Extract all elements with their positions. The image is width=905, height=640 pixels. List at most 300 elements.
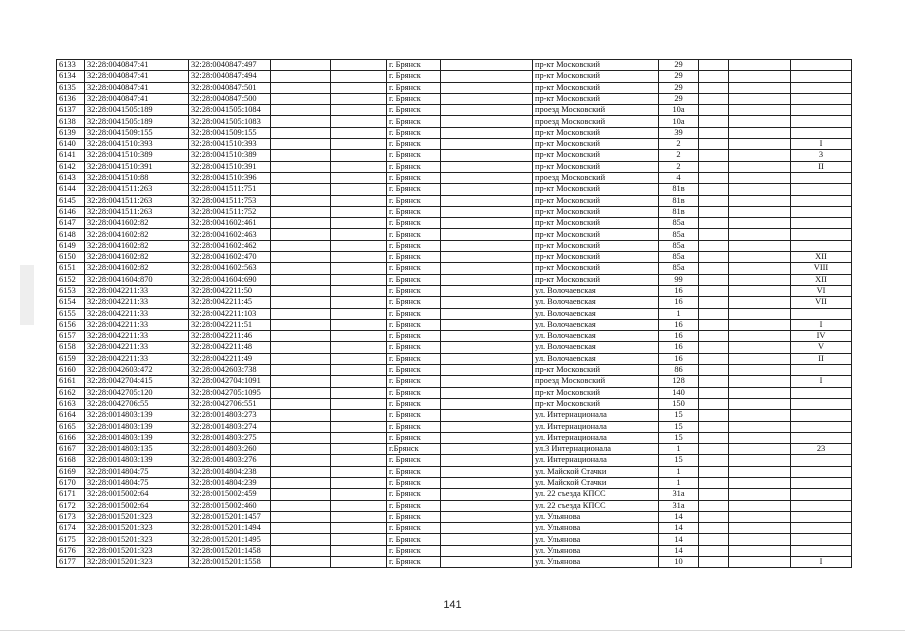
table-row bbox=[57, 432, 852, 443]
blank-cell bbox=[331, 172, 387, 183]
blank-cell bbox=[331, 511, 387, 522]
blank-cell bbox=[271, 274, 331, 285]
object-cadastral-number: 32:28:0014803:276 bbox=[189, 455, 271, 466]
premises-number: XII bbox=[791, 252, 852, 263]
premises-number: 23 bbox=[791, 444, 852, 455]
house-number: 85а bbox=[659, 240, 699, 251]
premises-number: VII bbox=[791, 297, 852, 308]
blank-cell bbox=[699, 60, 729, 71]
city: г. Брянск bbox=[387, 545, 441, 556]
blank-cell bbox=[331, 82, 387, 93]
parcel-cadastral-number: 32:28:0014804:75 bbox=[85, 477, 189, 488]
table-row bbox=[57, 489, 852, 500]
blank-cell bbox=[331, 398, 387, 409]
blank-cell bbox=[441, 387, 533, 398]
blank-cell bbox=[271, 252, 331, 263]
blank-cell bbox=[729, 285, 791, 296]
parcel-cadastral-number: 32:28:0041511:263 bbox=[85, 195, 189, 206]
blank-cell bbox=[699, 105, 729, 116]
blank-cell bbox=[699, 410, 729, 421]
blank-cell bbox=[729, 511, 791, 522]
parcel-cadastral-number: 32:28:0040847:41 bbox=[85, 93, 189, 104]
table-row bbox=[57, 387, 852, 398]
blank-cell bbox=[441, 263, 533, 274]
blank-cell bbox=[699, 195, 729, 206]
table-row bbox=[57, 71, 852, 82]
street: ул. Ульянова bbox=[533, 523, 659, 534]
row-number: 6171 bbox=[57, 489, 85, 500]
blank-cell bbox=[331, 263, 387, 274]
parcel-cadastral-number: 32:28:0042705:120 bbox=[85, 387, 189, 398]
blank-cell bbox=[699, 71, 729, 82]
parcel-cadastral-number: 32:28:0041509:155 bbox=[85, 127, 189, 138]
blank-cell bbox=[699, 489, 729, 500]
blank-cell bbox=[699, 172, 729, 183]
blank-cell bbox=[271, 477, 331, 488]
blank-cell bbox=[271, 365, 331, 376]
object-cadastral-number: 32:28:0015201:1494 bbox=[189, 523, 271, 534]
blank-cell bbox=[441, 229, 533, 240]
table-row bbox=[57, 93, 852, 104]
blank-cell bbox=[331, 331, 387, 342]
city: г. Брянск bbox=[387, 534, 441, 545]
street: пр-кт Московский bbox=[533, 195, 659, 206]
blank-cell bbox=[331, 410, 387, 421]
city: г. Брянск bbox=[387, 455, 441, 466]
blank-cell bbox=[441, 161, 533, 172]
object-cadastral-number: 32:28:0015002:460 bbox=[189, 500, 271, 511]
table-row bbox=[57, 308, 852, 319]
city: г. Брянск bbox=[387, 229, 441, 240]
blank-cell bbox=[699, 274, 729, 285]
street: пр-кт Московский bbox=[533, 127, 659, 138]
blank-cell bbox=[729, 263, 791, 274]
blank-cell bbox=[271, 342, 331, 353]
blank-cell bbox=[441, 511, 533, 522]
house-number: 16 bbox=[659, 342, 699, 353]
premises-number: I bbox=[791, 319, 852, 330]
blank-cell bbox=[699, 82, 729, 93]
blank-cell bbox=[729, 297, 791, 308]
blank-cell bbox=[271, 71, 331, 82]
blank-cell bbox=[331, 353, 387, 364]
table-row bbox=[57, 410, 852, 421]
blank-cell bbox=[441, 421, 533, 432]
premises-number bbox=[791, 60, 852, 71]
table-row bbox=[57, 274, 852, 285]
street: пр-кт Московский bbox=[533, 274, 659, 285]
blank-cell bbox=[441, 365, 533, 376]
row-number: 6151 bbox=[57, 263, 85, 274]
object-cadastral-number: 32:28:0041602:462 bbox=[189, 240, 271, 251]
blank-cell bbox=[699, 511, 729, 522]
house-number: 99 bbox=[659, 274, 699, 285]
parcel-cadastral-number: 32:28:0041602:82 bbox=[85, 263, 189, 274]
object-cadastral-number: 32:28:0042211:46 bbox=[189, 331, 271, 342]
blank-cell bbox=[331, 444, 387, 455]
city: г. Брянск bbox=[387, 150, 441, 161]
row-number: 6147 bbox=[57, 218, 85, 229]
row-number: 6160 bbox=[57, 365, 85, 376]
object-cadastral-number: 32:28:0015002:459 bbox=[189, 489, 271, 500]
parcel-cadastral-number: 32:28:0015002:64 bbox=[85, 500, 189, 511]
blank-cell bbox=[729, 206, 791, 217]
house-number: 15 bbox=[659, 421, 699, 432]
city: г. Брянск bbox=[387, 206, 441, 217]
object-cadastral-number: 32:28:0041511:753 bbox=[189, 195, 271, 206]
row-number: 6155 bbox=[57, 308, 85, 319]
blank-cell bbox=[331, 60, 387, 71]
premises-number bbox=[791, 195, 852, 206]
blank-cell bbox=[729, 523, 791, 534]
premises-number bbox=[791, 466, 852, 477]
page-number: 141 bbox=[443, 599, 462, 611]
object-cadastral-number: 32:28:0042211:48 bbox=[189, 342, 271, 353]
row-number: 6152 bbox=[57, 274, 85, 285]
premises-number bbox=[791, 455, 852, 466]
table-row bbox=[57, 60, 852, 71]
city: г. Брянск bbox=[387, 342, 441, 353]
blank-cell bbox=[699, 285, 729, 296]
street: пр-кт Московский bbox=[533, 365, 659, 376]
parcel-cadastral-number: 32:28:0042603:472 bbox=[85, 365, 189, 376]
premises-number bbox=[791, 218, 852, 229]
premises-number bbox=[791, 105, 852, 116]
blank-cell bbox=[271, 172, 331, 183]
blank-cell bbox=[271, 308, 331, 319]
table-row bbox=[57, 240, 852, 251]
blank-cell bbox=[271, 105, 331, 116]
table-row bbox=[57, 263, 852, 274]
blank-cell bbox=[441, 297, 533, 308]
blank-cell bbox=[441, 331, 533, 342]
premises-number: 3 bbox=[791, 150, 852, 161]
premises-number: I bbox=[791, 139, 852, 150]
blank-cell bbox=[441, 172, 533, 183]
premises-number bbox=[791, 82, 852, 93]
city: г.Брянск bbox=[387, 444, 441, 455]
object-cadastral-number: 32:28:0014804:239 bbox=[189, 477, 271, 488]
premises-number bbox=[791, 240, 852, 251]
row-number: 6150 bbox=[57, 252, 85, 263]
row-number: 6172 bbox=[57, 500, 85, 511]
row-number: 6175 bbox=[57, 534, 85, 545]
row-number: 6170 bbox=[57, 477, 85, 488]
table-row bbox=[57, 342, 852, 353]
table-row bbox=[57, 252, 852, 263]
blank-cell bbox=[441, 545, 533, 556]
blank-cell bbox=[699, 421, 729, 432]
parcel-cadastral-number: 32:28:0015002:64 bbox=[85, 489, 189, 500]
parcel-cadastral-number: 32:28:0014803:135 bbox=[85, 444, 189, 455]
house-number: 85а bbox=[659, 263, 699, 274]
street: ул. Волочаевская bbox=[533, 342, 659, 353]
blank-cell bbox=[729, 240, 791, 251]
street: ул. Интернационала bbox=[533, 421, 659, 432]
blank-cell bbox=[699, 353, 729, 364]
blank-cell bbox=[729, 184, 791, 195]
blank-cell bbox=[699, 184, 729, 195]
table-row bbox=[57, 285, 852, 296]
parcel-cadastral-number: 32:28:0015201:323 bbox=[85, 557, 189, 568]
blank-cell bbox=[271, 263, 331, 274]
house-number: 81в bbox=[659, 195, 699, 206]
row-number: 6156 bbox=[57, 319, 85, 330]
object-cadastral-number: 32:28:0014803:275 bbox=[189, 432, 271, 443]
blank-cell bbox=[729, 127, 791, 138]
blank-cell bbox=[441, 116, 533, 127]
object-cadastral-number: 32:28:0041602:461 bbox=[189, 218, 271, 229]
street: проезд Московский bbox=[533, 116, 659, 127]
street: пр-кт Московский bbox=[533, 398, 659, 409]
row-number: 6168 bbox=[57, 455, 85, 466]
house-number: 85а bbox=[659, 252, 699, 263]
city: г. Брянск bbox=[387, 218, 441, 229]
street: пр-кт Московский bbox=[533, 218, 659, 229]
blank-cell bbox=[271, 229, 331, 240]
city: г. Брянск bbox=[387, 331, 441, 342]
blank-cell bbox=[729, 387, 791, 398]
parcel-cadastral-number: 32:28:0042211:33 bbox=[85, 342, 189, 353]
blank-cell bbox=[271, 500, 331, 511]
street: ул. Интернационала bbox=[533, 410, 659, 421]
blank-cell bbox=[271, 387, 331, 398]
house-number: 150 bbox=[659, 398, 699, 409]
register-table bbox=[56, 59, 852, 568]
premises-number bbox=[791, 172, 852, 183]
blank-cell bbox=[441, 410, 533, 421]
parcel-cadastral-number: 32:28:0042211:33 bbox=[85, 285, 189, 296]
house-number: 1 bbox=[659, 477, 699, 488]
blank-cell bbox=[699, 500, 729, 511]
table-row bbox=[57, 229, 852, 240]
row-number: 6135 bbox=[57, 82, 85, 93]
table-row bbox=[57, 319, 852, 330]
street: ул. Майской Стачки bbox=[533, 466, 659, 477]
city: г. Брянск bbox=[387, 195, 441, 206]
blank-cell bbox=[699, 455, 729, 466]
premises-number bbox=[791, 545, 852, 556]
house-number: 128 bbox=[659, 376, 699, 387]
blank-cell bbox=[699, 263, 729, 274]
blank-cell bbox=[729, 444, 791, 455]
blank-cell bbox=[441, 444, 533, 455]
city: г. Брянск bbox=[387, 523, 441, 534]
blank-cell bbox=[729, 466, 791, 477]
blank-cell bbox=[271, 240, 331, 251]
parcel-cadastral-number: 32:28:0015201:323 bbox=[85, 545, 189, 556]
object-cadastral-number: 32:28:0041509:155 bbox=[189, 127, 271, 138]
blank-cell bbox=[331, 105, 387, 116]
blank-cell bbox=[331, 432, 387, 443]
blank-cell bbox=[271, 150, 331, 161]
premises-number bbox=[791, 206, 852, 217]
parcel-cadastral-number: 32:28:0014803:139 bbox=[85, 421, 189, 432]
table-row bbox=[57, 116, 852, 127]
parcel-cadastral-number: 32:28:0042211:33 bbox=[85, 297, 189, 308]
blank-cell bbox=[331, 150, 387, 161]
premises-number bbox=[791, 365, 852, 376]
street: пр-кт Московский bbox=[533, 93, 659, 104]
house-number: 39 bbox=[659, 127, 699, 138]
blank-cell bbox=[271, 116, 331, 127]
object-cadastral-number: 32:28:0040847:501 bbox=[189, 82, 271, 93]
house-number: 31а bbox=[659, 500, 699, 511]
premises-number: VI bbox=[791, 285, 852, 296]
house-number: 4 bbox=[659, 172, 699, 183]
parcel-cadastral-number: 32:28:0015201:323 bbox=[85, 523, 189, 534]
blank-cell bbox=[699, 545, 729, 556]
table-row bbox=[57, 545, 852, 556]
house-number: 14 bbox=[659, 545, 699, 556]
parcel-cadastral-number: 32:28:0041511:263 bbox=[85, 184, 189, 195]
blank-cell bbox=[441, 127, 533, 138]
blank-cell bbox=[441, 489, 533, 500]
city: г. Брянск bbox=[387, 421, 441, 432]
street: ул. Волочаевская bbox=[533, 331, 659, 342]
blank-cell bbox=[729, 455, 791, 466]
table-row bbox=[57, 444, 852, 455]
parcel-cadastral-number: 32:28:0041510:389 bbox=[85, 150, 189, 161]
blank-cell bbox=[271, 206, 331, 217]
object-cadastral-number: 32:28:0040847:494 bbox=[189, 71, 271, 82]
city: г. Брянск bbox=[387, 319, 441, 330]
blank-cell bbox=[331, 161, 387, 172]
blank-cell bbox=[729, 93, 791, 104]
blank-cell bbox=[699, 150, 729, 161]
row-number: 6140 bbox=[57, 139, 85, 150]
blank-cell bbox=[729, 534, 791, 545]
premises-number bbox=[791, 500, 852, 511]
row-number: 6139 bbox=[57, 127, 85, 138]
blank-cell bbox=[699, 93, 729, 104]
house-number: 16 bbox=[659, 319, 699, 330]
parcel-cadastral-number: 32:28:0014803:139 bbox=[85, 455, 189, 466]
object-cadastral-number: 32:28:0041510:389 bbox=[189, 150, 271, 161]
street: ул. Ульянова bbox=[533, 534, 659, 545]
blank-cell bbox=[331, 455, 387, 466]
table-row bbox=[57, 466, 852, 477]
blank-cell bbox=[331, 274, 387, 285]
scan-artifact-mark bbox=[20, 265, 34, 325]
blank-cell bbox=[729, 71, 791, 82]
city: г. Брянск bbox=[387, 500, 441, 511]
table-row bbox=[57, 365, 852, 376]
object-cadastral-number: 32:28:0041602:563 bbox=[189, 263, 271, 274]
premises-number bbox=[791, 93, 852, 104]
row-number: 6161 bbox=[57, 376, 85, 387]
blank-cell bbox=[331, 308, 387, 319]
blank-cell bbox=[331, 319, 387, 330]
street: ул. Ульянова bbox=[533, 557, 659, 568]
row-number: 6144 bbox=[57, 184, 85, 195]
blank-cell bbox=[729, 229, 791, 240]
row-number: 6164 bbox=[57, 410, 85, 421]
city: г. Брянск bbox=[387, 184, 441, 195]
object-cadastral-number: 32:28:0014803:260 bbox=[189, 444, 271, 455]
blank-cell bbox=[271, 285, 331, 296]
row-number: 6143 bbox=[57, 172, 85, 183]
blank-cell bbox=[331, 477, 387, 488]
object-cadastral-number: 32:28:0041602:470 bbox=[189, 252, 271, 263]
blank-cell bbox=[331, 342, 387, 353]
object-cadastral-number: 32:28:0042706:551 bbox=[189, 398, 271, 409]
table-row bbox=[57, 523, 852, 534]
object-cadastral-number: 32:28:0015201:1458 bbox=[189, 545, 271, 556]
blank-cell bbox=[699, 116, 729, 127]
object-cadastral-number: 32:28:0041510:396 bbox=[189, 172, 271, 183]
street: пр-кт Московский bbox=[533, 139, 659, 150]
house-number: 1 bbox=[659, 444, 699, 455]
blank-cell bbox=[331, 116, 387, 127]
blank-cell bbox=[699, 444, 729, 455]
blank-cell bbox=[271, 82, 331, 93]
parcel-cadastral-number: 32:28:0041510:391 bbox=[85, 161, 189, 172]
parcel-cadastral-number: 32:28:0041505:189 bbox=[85, 116, 189, 127]
blank-cell bbox=[441, 557, 533, 568]
object-cadastral-number: 32:28:0015201:1558 bbox=[189, 557, 271, 568]
row-number: 6154 bbox=[57, 297, 85, 308]
blank-cell bbox=[271, 523, 331, 534]
city: г. Брянск bbox=[387, 477, 441, 488]
row-number: 6173 bbox=[57, 511, 85, 522]
blank-cell bbox=[271, 60, 331, 71]
blank-cell bbox=[441, 195, 533, 206]
blank-cell bbox=[441, 432, 533, 443]
parcel-cadastral-number: 32:28:0041602:82 bbox=[85, 252, 189, 263]
blank-cell bbox=[271, 398, 331, 409]
blank-cell bbox=[331, 523, 387, 534]
table-row bbox=[57, 184, 852, 195]
row-number: 6167 bbox=[57, 444, 85, 455]
blank-cell bbox=[699, 365, 729, 376]
street: ул. Ульянова bbox=[533, 511, 659, 522]
parcel-cadastral-number: 32:28:0014803:139 bbox=[85, 432, 189, 443]
blank-cell bbox=[271, 489, 331, 500]
premises-number bbox=[791, 229, 852, 240]
table-row bbox=[57, 398, 852, 409]
house-number: 85а bbox=[659, 229, 699, 240]
street: ул. Волочаевская bbox=[533, 319, 659, 330]
parcel-cadastral-number: 32:28:0041602:82 bbox=[85, 229, 189, 240]
blank-cell bbox=[729, 421, 791, 432]
blank-cell bbox=[271, 432, 331, 443]
blank-cell bbox=[699, 331, 729, 342]
parcel-cadastral-number: 32:28:0040847:41 bbox=[85, 82, 189, 93]
blank-cell bbox=[331, 195, 387, 206]
blank-cell bbox=[699, 477, 729, 488]
parcel-cadastral-number: 32:28:0042211:33 bbox=[85, 319, 189, 330]
house-number: 15 bbox=[659, 455, 699, 466]
city: г. Брянск bbox=[387, 82, 441, 93]
street: ул.3 Интернационала bbox=[533, 444, 659, 455]
city: г. Брянск bbox=[387, 376, 441, 387]
row-number: 6166 bbox=[57, 432, 85, 443]
premises-number: XII bbox=[791, 274, 852, 285]
blank-cell bbox=[729, 319, 791, 330]
house-number: 29 bbox=[659, 71, 699, 82]
row-number: 6136 bbox=[57, 93, 85, 104]
row-number: 6176 bbox=[57, 545, 85, 556]
premises-number: I bbox=[791, 376, 852, 387]
blank-cell bbox=[441, 534, 533, 545]
blank-cell bbox=[729, 274, 791, 285]
parcel-cadastral-number: 32:28:0041602:82 bbox=[85, 240, 189, 251]
blank-cell bbox=[699, 297, 729, 308]
premises-number bbox=[791, 432, 852, 443]
blank-cell bbox=[729, 331, 791, 342]
row-number: 6149 bbox=[57, 240, 85, 251]
